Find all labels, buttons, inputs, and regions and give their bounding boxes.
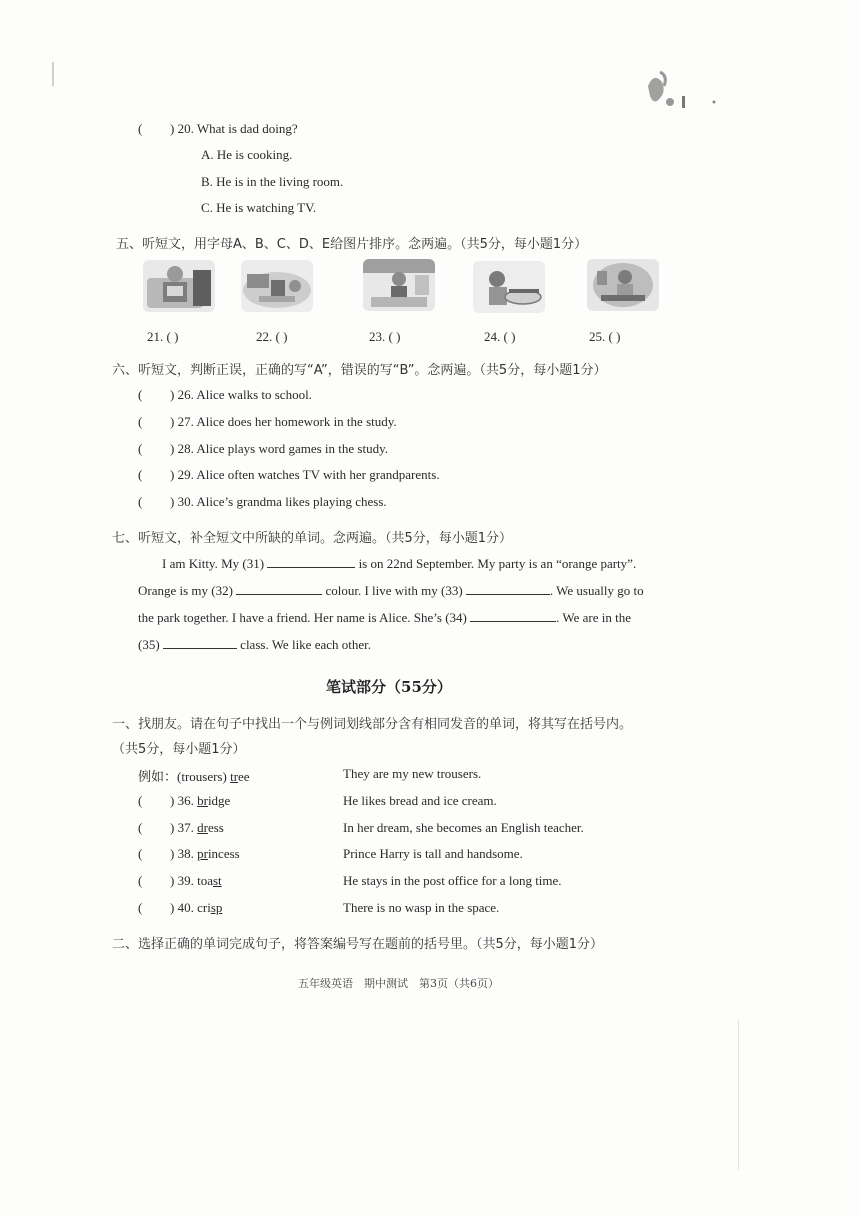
question-text: What is dad doing? — [196, 121, 298, 136]
scan-mark — [52, 62, 54, 86]
picture-label-23[interactable]: 23. ( ) — [369, 329, 401, 344]
item-number: ) 38. — [170, 846, 194, 861]
sentence-38: Prince Harry is tall and handsome. — [343, 846, 523, 861]
sentence-37: In her dream, she becomes an English teacher. — [343, 820, 584, 835]
sentence-40: There is no wasp in the space. — [343, 900, 500, 915]
answer-bracket[interactable]: ( — [138, 900, 143, 915]
corner-stamp-image — [640, 66, 720, 114]
statement-text: Alice’s grandma likes playing chess. — [196, 494, 387, 509]
word-item-39 — [138, 873, 222, 889]
statement-number: ) 29. — [170, 467, 194, 482]
written-part-heading: 笔试部分（55分） — [326, 678, 452, 696]
passage-line-4 — [138, 636, 371, 653]
passage-text: is on 22nd September. My party is an “orange party”. — [358, 556, 637, 571]
item-number: ) 40. — [170, 900, 194, 915]
scan-mark — [738, 1020, 739, 1170]
statement-text: Alice does her homework in the study. — [196, 414, 397, 429]
passage-line-1 — [162, 555, 636, 572]
statement-text: Alice plays word games in the study. — [196, 441, 388, 456]
word-post: incess — [207, 846, 240, 861]
picture-reading-man — [143, 260, 215, 312]
picture-boy-sitting — [363, 259, 435, 311]
passage-text: I am Kitty. My (31) — [162, 556, 265, 571]
picture-label-24[interactable]: 24. ( ) — [484, 329, 516, 344]
section-7-title: 七、听短文，补全短文中所缺的单词。念两遍。（共5分，每小题1分） — [112, 531, 513, 546]
word-item-37 — [138, 820, 224, 836]
underlined-letters: dr — [197, 820, 208, 835]
answer-bracket[interactable]: ( — [138, 414, 143, 429]
picture-label-22[interactable]: 22. ( ) — [256, 329, 288, 344]
section-6-title: 六、听短文，判断正误，正确的写“A”，错误的写“B”。念两遍。（共5分，每小题1分） — [112, 363, 607, 378]
part-2-title: 二、选择正确的单词完成句子，将答案编号写在题前的括号里。（共5分，每小题1分） — [112, 937, 604, 952]
underlined-letters: st — [212, 873, 222, 888]
blank-33[interactable] — [466, 582, 550, 595]
statement-text: Alice walks to school. — [196, 387, 312, 402]
blank-32[interactable] — [236, 582, 322, 595]
picture-label-25[interactable]: 25. ( ) — [589, 329, 621, 344]
answer-bracket[interactable]: ( — [138, 441, 143, 456]
word-item-36 — [138, 793, 230, 809]
answer-bracket[interactable]: ( — [138, 820, 143, 835]
answer-bracket[interactable]: ( — [138, 467, 143, 482]
passage-text: . We usually go to — [549, 583, 644, 598]
sentence-39: He stays in the post office for a long time. — [343, 873, 562, 888]
statement-28 — [138, 441, 388, 457]
answer-bracket[interactable]: ( — [138, 873, 143, 888]
statement-30 — [138, 494, 387, 510]
word-post: idge — [207, 793, 231, 808]
passage-text: (35) — [138, 637, 160, 652]
passage-text: the park together. I have a friend. Her name is Alice. She’s (34) — [138, 610, 467, 625]
picture-label-21[interactable]: 21. ( ) — [147, 329, 179, 344]
word-pre: cri — [197, 900, 211, 915]
picture-girl-at-desk — [587, 259, 659, 311]
statement-29 — [138, 467, 440, 483]
answer-bracket[interactable]: ( — [138, 846, 143, 861]
part-1-title: 一、找朋友。请在句子中找出一个与例词划线部分含有相同发音的单词，将其写在括号内。 — [112, 717, 633, 732]
option-c: C. He is watching TV. — [201, 200, 317, 215]
example-word — [138, 766, 250, 785]
answer-bracket[interactable]: ( — [138, 387, 143, 402]
passage-text: class. We like each other. — [240, 637, 372, 652]
statement-number: ) 27. — [170, 414, 194, 429]
word-item-38 — [138, 846, 240, 862]
statement-number: ) 30. — [170, 494, 194, 509]
passage-text: Orange is my (32) — [138, 583, 233, 598]
statement-26 — [138, 387, 312, 403]
page-footer: 五年级英语 期中测试 第3页（共6页） — [298, 977, 499, 990]
answer-bracket[interactable]: ( — [138, 121, 143, 136]
sentence-36: He likes bread and ice cream. — [343, 793, 497, 808]
picture-girl-cooking — [473, 261, 545, 313]
statement-27 — [138, 414, 397, 430]
passage-line-2 — [138, 582, 644, 599]
statement-number: ) 28. — [170, 441, 194, 456]
example-label: 例如：(trousers) — [138, 769, 227, 784]
passage-line-3 — [138, 609, 631, 626]
section-5-title: 五、听短文，用字母A、B、C、D、E给图片排序。念两遍。（共5分，每小题1分） — [116, 237, 588, 252]
statement-number: ) 26. — [170, 387, 194, 402]
underlined-letters: sp — [210, 900, 223, 915]
word-rest: ee — [238, 769, 250, 784]
passage-text: . We are in the — [556, 610, 631, 625]
item-number: ) 36. — [170, 793, 194, 808]
item-number: ) 37. — [170, 820, 194, 835]
question-number: ) 20. — [170, 121, 194, 136]
blank-35[interactable] — [163, 636, 237, 649]
answer-bracket[interactable]: ( — [138, 793, 143, 808]
word-post: ess — [207, 820, 224, 835]
question-20 — [138, 121, 298, 137]
passage-text: colour. I live with my (33) — [325, 583, 463, 598]
item-number: ) 39. — [170, 873, 194, 888]
example-sentence: They are my new trousers. — [343, 766, 482, 781]
answer-bracket[interactable]: ( — [138, 494, 143, 509]
blank-34[interactable] — [470, 609, 556, 622]
option-b: B. He is in the living room. — [201, 174, 344, 189]
word-pre: toa — [197, 873, 213, 888]
underlined-letters: pr — [197, 846, 208, 861]
word-item-40 — [138, 900, 222, 916]
statement-text: Alice often watches TV with her grandparents. — [196, 467, 440, 482]
picture-living-room — [241, 260, 313, 312]
blank-31[interactable] — [267, 555, 355, 568]
underlined-letters: br — [197, 793, 208, 808]
part-1-subtitle: （共5分，每小题1分） — [112, 742, 246, 757]
underlined-letters: tr — [230, 769, 239, 784]
option-a: A. He is cooking. — [201, 147, 293, 162]
